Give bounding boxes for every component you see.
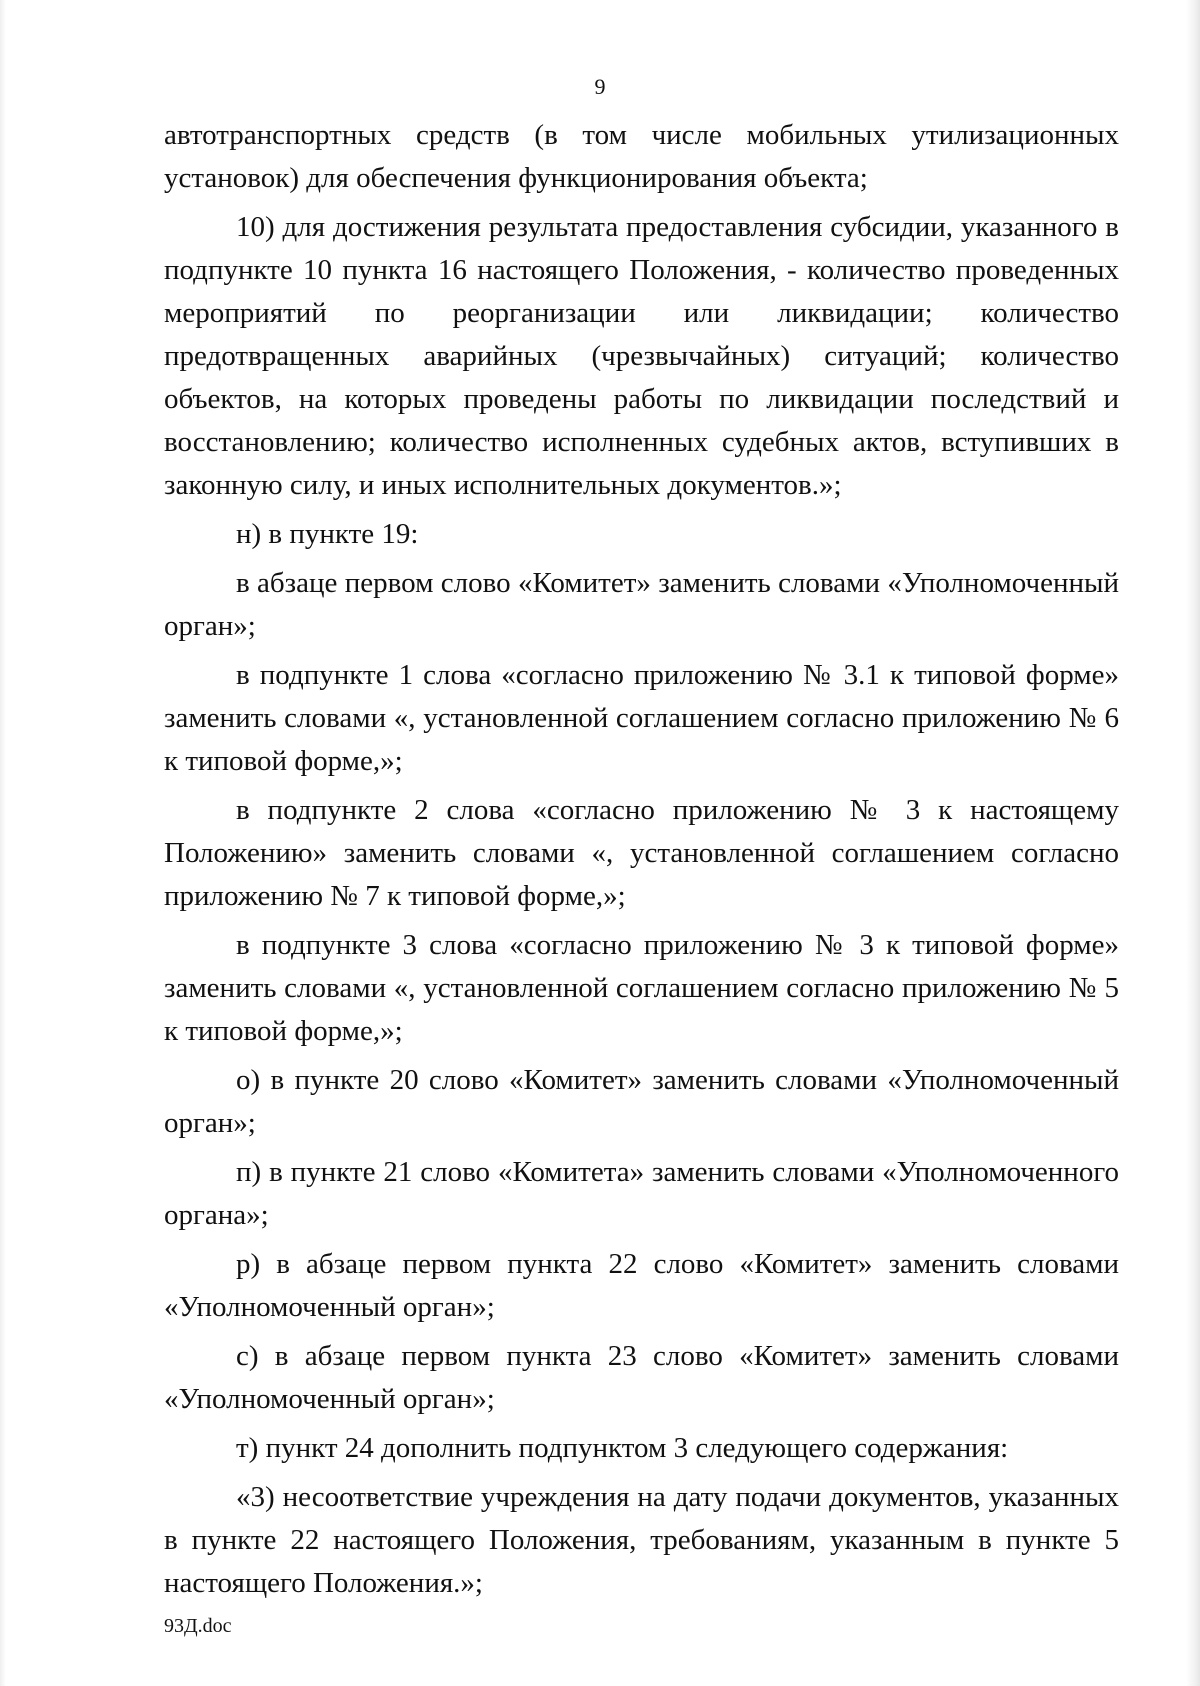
paragraph-item-t: т) пункт 24 дополнить подпунктом 3 следующего содержания: [236,1432,1009,1464]
paragraph-subitem-3: в подпункте 3 слова «согласно приложению № 3 к типовой форме» заменить словами «, установленной соглашением согласно приложению № 5 к типовой форме,»; [164,929,1119,1047]
paragraph-item-r: р) в абзаце первом пункта 22 слово «Комитет» заменить словами «Уполномоченный орган»; [164,1248,1119,1323]
document-body [164,114,1119,1611]
paragraph-item-n: н) в пункте 19: [236,518,419,550]
paragraph-continuation: автотранспортных средств (в том числе мобильных утилизационных установок) для обеспечения функционирования объекта; [164,119,1119,194]
paragraph-item-o: о) в пункте 20 слово «Комитет» заменить словами «Уполномоченный орган»; [164,1064,1119,1139]
scan-edge-left [0,0,6,1686]
paragraph-item-s: с) в абзаце первом пункта 23 слово «Комитет» заменить словами «Уполномоченный орган»; [164,1340,1119,1415]
paragraph-quoted-subitem-3: «3) несоответствие учреждения на дату подачи документов, указанных в пункте 22 настоящего Положения, требованиям, указанным в пункте 5 настоящего Положения.»; [164,1481,1119,1599]
paragraph-subitem-1: в подпункте 1 слова «согласно приложению № 3.1 к типовой форме» заменить словами «, установленной соглашением согласно приложению № 6 к типовой форме,»; [164,659,1119,777]
scan-edge-right [1186,0,1200,1686]
file-name-footer: 93Д.doc [164,1615,232,1637]
paragraph-subitem-2: в подпункте 2 слова «согласно приложению № 3 к настоящему Положению» заменить словами «, установленной соглашением согласно приложению № 7 к типовой форме,»; [164,794,1119,912]
paragraph-item-10: 10) для достижения результата предоставления субсидии, указанного в подпункте 10 пункта 16 настоящего Положения, - количество проведенных мероприятий по реорганизации или ликвидации; количество предотвращенных аварийных (чрезвычайных) ситуаций; количество объектов, на которых проведены работы по ликвидации последствий и восстановлению; количество исполненных судебных актов, вступивших в законную силу, и иных исполнительных документов.»; [164,211,1119,501]
paragraph-item-p: п) в пункте 21 слово «Комитета» заменить словами «Уполномоченного органа»; [164,1156,1119,1231]
paragraph-first-abzac: в абзаце первом слово «Комитет» заменить словами «Уполномоченный орган»; [164,567,1119,642]
page-number: 9 [594,74,606,99]
